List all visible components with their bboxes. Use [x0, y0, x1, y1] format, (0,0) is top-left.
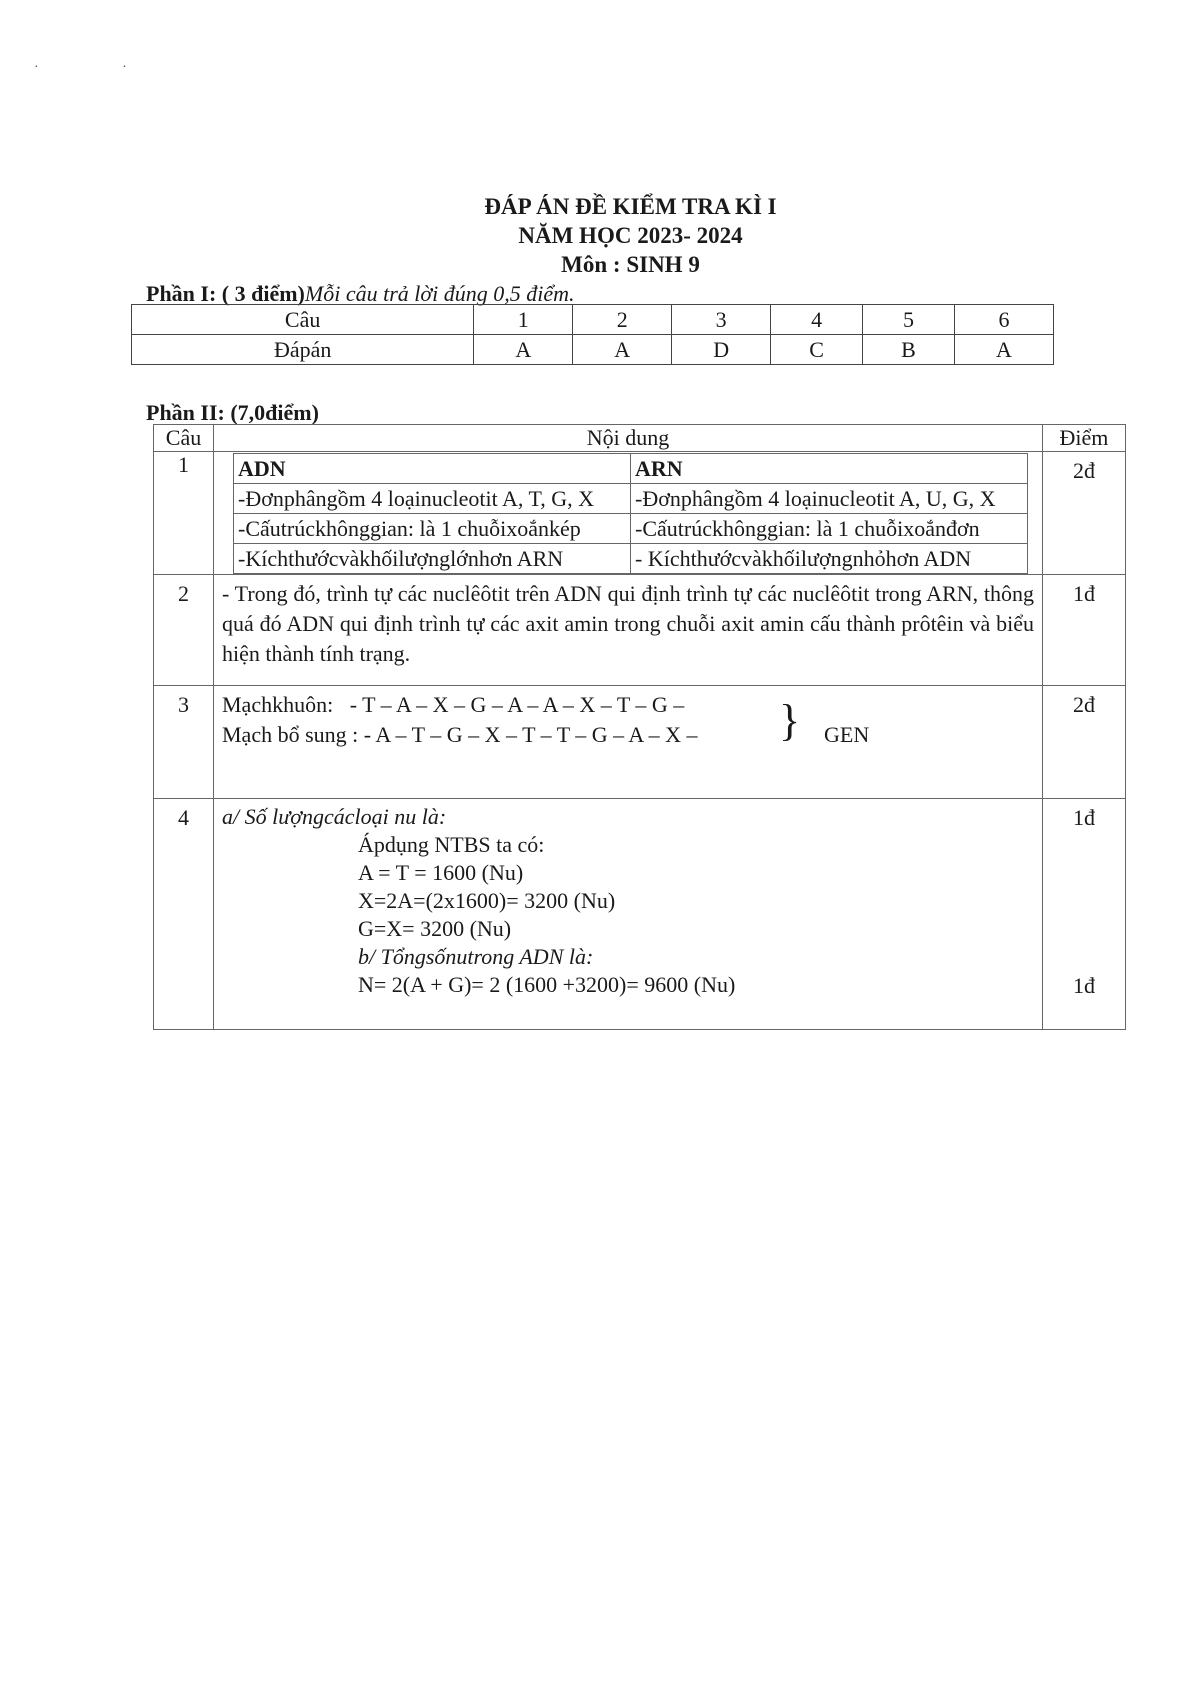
adn-cell: -Cấutrúckhônggian: là 1 chuỗixoắnkép: [234, 514, 631, 544]
answer-cell: A: [474, 335, 573, 365]
answer-cell: A: [573, 335, 672, 365]
answer-cell: A: [954, 335, 1053, 365]
essay-table: [153, 424, 1126, 1030]
scan-marks: · ·: [34, 60, 167, 75]
question-number: 3: [672, 305, 771, 335]
q4-line: A = T = 1600 (Nu): [358, 860, 524, 885]
question-2-row: [154, 575, 1126, 686]
part1-label: Phần I: ( 3 điểm): [146, 281, 305, 306]
template-strand-label: Mạchkhuôn:: [222, 692, 334, 717]
q2-content: [214, 575, 1043, 686]
q4-content: [214, 799, 1043, 1030]
header-row: [154, 425, 1126, 452]
question-3-row: [154, 686, 1126, 799]
answer-cell: D: [672, 335, 771, 365]
q-points: 1đ: [1043, 575, 1126, 686]
brace-icon: }: [779, 696, 801, 745]
question-number: 2: [573, 305, 672, 335]
q-points: 2đ: [1043, 452, 1126, 575]
adn-cell: -Đơnphângồm 4 loạinucleotit A, T, G, X: [234, 484, 631, 514]
question-number: 4: [771, 305, 863, 335]
col-header-adn: ADN: [234, 454, 631, 484]
header-content: Nội dung: [214, 425, 1043, 452]
question-number: 1: [474, 305, 573, 335]
doc-title: ĐÁP ÁN ĐỀ KIỂM TRA KÌ I: [484, 194, 777, 219]
answer-cell: C: [771, 335, 863, 365]
adn-cell: -Kíchthướcvàkhốilượnglớnhơn ARN: [234, 544, 631, 574]
arn-cell: -Đơnphângồm 4 loạinucleotit A, U, G, X: [631, 484, 1028, 514]
answer-cell: B: [863, 335, 955, 365]
question-number: 5: [863, 305, 955, 335]
part2-heading: Phần II: (7,0điểm): [146, 400, 319, 425]
school-year: NĂM HỌC 2023- 2024: [518, 223, 743, 248]
complement-strand-label: Mạch bổ sung :: [222, 722, 359, 747]
gen-label: GEN: [824, 722, 870, 747]
q4-line: X=2A=(2x1600)= 3200 (Nu): [358, 888, 616, 913]
q4-line: Ápdụng NTBS ta có:: [358, 832, 545, 857]
question-1-row: [154, 452, 1126, 575]
row-label: Đápán: [132, 335, 474, 365]
q-points-a: 1đ: [1073, 805, 1095, 830]
arn-cell: -Cấutrúckhônggian: là 1 chuỗixoắnđơn: [631, 514, 1028, 544]
q-number: 3: [154, 686, 214, 799]
part1-note: Mỗi câu trả lời đúng 0,5 điểm.: [304, 281, 575, 306]
answer-row: [132, 335, 1054, 365]
q4-b-title: b/ Tổngsốnutrong ADN là:: [358, 944, 594, 969]
q-points-b: 1đ: [1073, 973, 1095, 998]
q-points: 2đ: [1043, 686, 1126, 799]
q-number: 1: [154, 452, 214, 575]
question-4-row: [154, 799, 1126, 1030]
row-label: Câu: [132, 305, 474, 335]
answer-table: [131, 304, 1054, 365]
subject: Môn : SINH 9: [561, 252, 700, 277]
header-points: Điểm: [1043, 425, 1126, 452]
comparison-table: [233, 453, 1028, 574]
q4-line: G=X= 3200 (Nu): [358, 916, 512, 941]
q-number: 2: [154, 575, 214, 686]
q2-text: - Trong đó, trình tự các nuclêôtit trên ADN qui định trình tự các nuclêôtit trong ARN, thông quá đó ADN qui định trình tự các axit amin trong chuỗi axit amin cấu thành prôtêin và biểu hiện thành tính trạng.: [222, 581, 1034, 666]
q4-b-line: N= 2(A + G)= 2 (1600 +3200)= 9600 (Nu): [358, 972, 736, 997]
question-number: 6: [954, 305, 1053, 335]
q1-content: [214, 452, 1043, 575]
q3-content: [214, 686, 1043, 799]
col-header-arn: ARN: [631, 454, 1028, 484]
complement-strand-seq: - A – T – G – X – T – T – G – A – X –: [363, 722, 698, 747]
question-row: [132, 305, 1054, 335]
q4-a-title: a/ Số lượngcácloại nu là:: [222, 804, 447, 829]
arn-cell: - Kíchthướcvàkhốilượngnhỏhơn ADN: [631, 544, 1028, 574]
header-cau: Câu: [154, 425, 214, 452]
q-number: 4: [154, 799, 214, 1030]
template-strand-seq: - T – A – X – G – A – A – X – T – G –: [349, 692, 685, 717]
